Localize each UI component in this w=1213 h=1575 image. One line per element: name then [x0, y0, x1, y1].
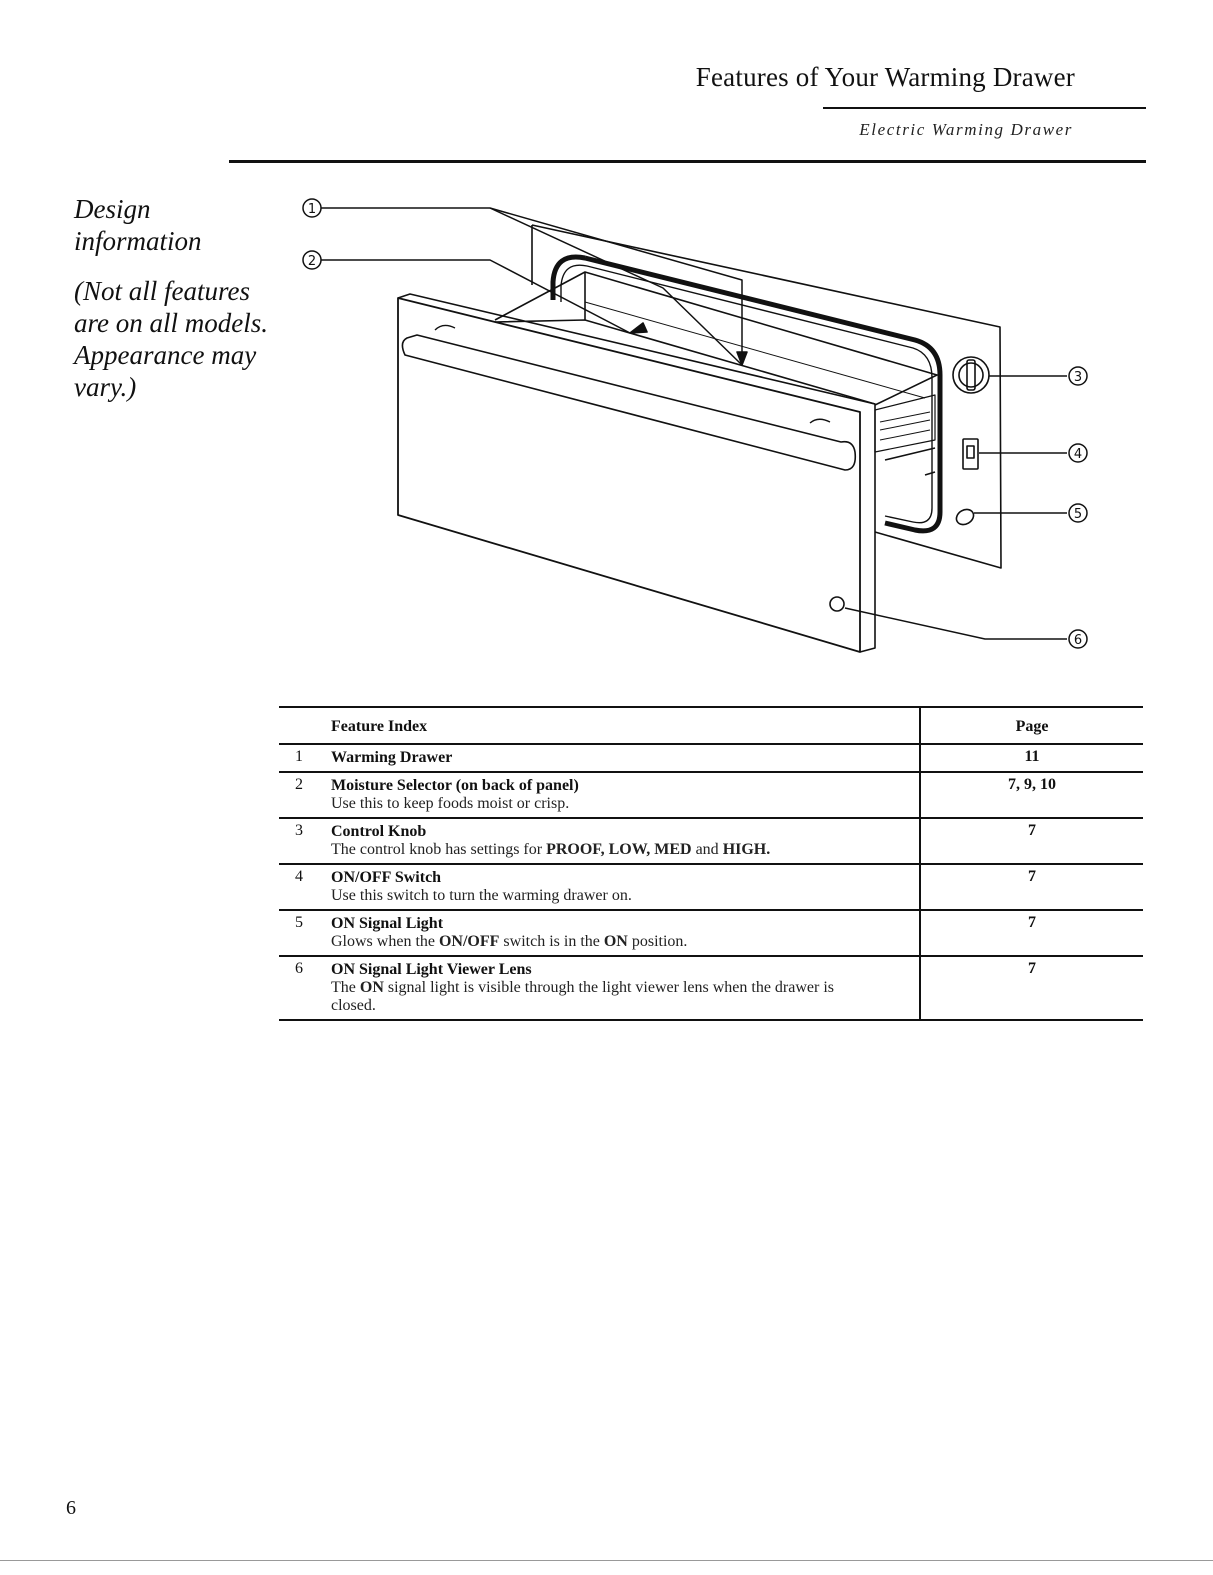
- page-subtitle: Electric Warming Drawer: [859, 120, 1073, 139]
- feature-description: Use this switch to turn the warming drawer on.: [331, 887, 632, 904]
- feature-number: 5: [295, 914, 303, 931]
- feature-description: Use this to keep foods moist or crisp.: [331, 795, 570, 812]
- cavity-frame: [553, 257, 940, 531]
- side-note-line: are on all models.: [74, 308, 268, 338]
- header-divider: [229, 160, 1146, 163]
- feature-page: 7: [920, 956, 1143, 1020]
- feature-title: Moisture Selector (on back of panel): [331, 777, 579, 794]
- control-knob: [953, 357, 989, 393]
- on-off-switch: [963, 439, 978, 469]
- side-heading-line: information: [74, 226, 202, 256]
- warming-drawer-diagram: [285, 190, 1115, 670]
- design-information-note: [74, 193, 274, 403]
- viewer-lens: [830, 597, 844, 611]
- table-row: [279, 772, 1143, 818]
- callout-3: 3: [1073, 370, 1083, 385]
- page-title: Features of Your Warming Drawer: [695, 62, 1075, 92]
- side-note-line: (Not all features: [74, 276, 250, 306]
- feature-index-header: Feature Index: [331, 717, 428, 735]
- feature-description: Glows when the ON/OFF switch is in the ON position.: [331, 933, 688, 950]
- signal-light: [954, 506, 977, 527]
- feature-title: ON Signal Light: [331, 915, 444, 932]
- feature-page: 7: [920, 818, 1143, 864]
- bottom-edge: [0, 1560, 1213, 1561]
- page-number: 6: [66, 1497, 76, 1519]
- feature-page: 7, 9, 10: [920, 772, 1143, 818]
- feature-number: 6: [295, 960, 303, 977]
- feature-number: 2: [295, 776, 303, 793]
- side-note-line: vary.): [74, 372, 137, 402]
- feature-page: 7: [920, 864, 1143, 910]
- side-note-line: Appearance may: [74, 340, 257, 370]
- feature-number: 4: [295, 868, 303, 885]
- feature-title: ON Signal Light Viewer Lens: [331, 961, 532, 978]
- feature-description: The control knob has settings for PROOF, LOW, MED and HIGH.: [331, 841, 771, 858]
- feature-page: 11: [920, 744, 1143, 772]
- feature-description: The ON signal light is visible through the light viewer lens when the drawer is closed.: [331, 979, 835, 1014]
- page-header: Page: [920, 707, 1143, 744]
- feature-number: 3: [295, 822, 303, 839]
- table-row: [279, 744, 1143, 772]
- callout-2: 2: [307, 254, 317, 269]
- drawer-slide: [875, 395, 935, 452]
- callout-5: 5: [1073, 507, 1083, 522]
- header-rule: [823, 107, 1146, 109]
- callout-1: 1: [307, 202, 317, 217]
- feature-title: ON/OFF Switch: [331, 869, 442, 886]
- feature-page: 7: [920, 910, 1143, 956]
- feature-title: Control Knob: [331, 823, 427, 840]
- callout-4: 4: [1073, 447, 1083, 462]
- drawer-front-panel: [398, 298, 860, 652]
- side-heading-line: Design: [74, 194, 151, 224]
- table-row: [279, 910, 1143, 956]
- table-row: [279, 956, 1143, 1020]
- feature-number: 1: [295, 748, 303, 765]
- table-row: [279, 818, 1143, 864]
- table-header-row: [279, 707, 1143, 744]
- table-row: [279, 864, 1143, 910]
- callout-6: 6: [1073, 633, 1083, 648]
- feature-title: Warming Drawer: [331, 749, 453, 766]
- feature-index-table: [279, 706, 1143, 1021]
